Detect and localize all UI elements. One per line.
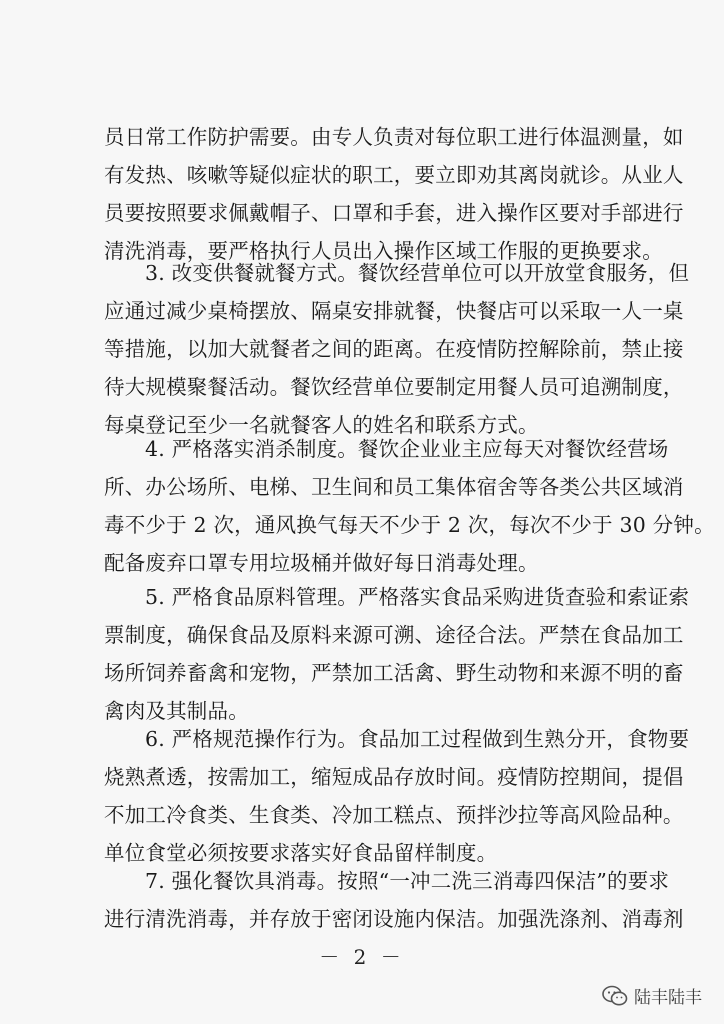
text-line: 3. 改变供餐就餐方式。餐饮经营单位可以开放堂食服务，但 — [145, 261, 690, 285]
text-line: 不加工冷食类、生食类、冷加工糕点、预拌沙拉等高风险品种。 — [104, 803, 684, 827]
text-line: 员日常工作防护需要。由专人负责对每位职工进行体温测量，如 — [104, 125, 684, 149]
text-line: 场所饲养畜禽和宠物，严禁加工活禽、野生动物和来源不明的畜 — [104, 661, 684, 685]
text-line: 禽肉及其制品。 — [104, 699, 249, 723]
text-line: 单位食堂必须按要求落实好食品留样制度。 — [104, 841, 498, 865]
paragraph-6 — [104, 720, 690, 872]
page-number: － 2 － — [319, 945, 405, 969]
text-line: 7. 强化餐饮具消毒。按照“一冲二洗三消毒四保洁”的要求 — [145, 869, 670, 893]
watermark — [602, 983, 702, 1008]
text-line: 所、办公场所、电梯、卫生间和员工集体宿舍等各类公共区域消 — [104, 475, 684, 499]
wechat-icon — [602, 985, 628, 1007]
paragraph-3 — [104, 254, 690, 444]
text-line: 配备废弃口罩专用垃圾桶并做好每日消毒处理。 — [104, 551, 539, 575]
text-line: 每桌登记至少一名就餐客人的姓名和联系方式。 — [104, 413, 539, 437]
paragraph-1 — [104, 118, 684, 270]
text-line: 应通过减少桌椅摆放、隔桌安排就餐，快餐店可以采取一人一桌 — [104, 299, 684, 323]
text-line: 员要按照要求佩戴帽子、口罩和手套，进入操作区要对手部进行 — [104, 201, 684, 225]
paragraph-7 — [104, 862, 684, 938]
text-line: 进行清洗消毒，并存放于密闭设施内保洁。加强洗涤剂、消毒剂 — [104, 907, 684, 931]
text-line: 清洗消毒，要严格执行人员出入操作区域工作服的更换要求。 — [104, 239, 663, 263]
text-line: 等措施，以加大就餐者之间的距离。在疫情防控解除前，禁止接 — [104, 337, 684, 361]
text-line: 有发热、咳嗽等疑似症状的职工，要立即劝其离岗就诊。从业人 — [104, 163, 684, 187]
paragraph-5 — [104, 578, 690, 730]
text-line: 6. 严格规范操作行为。食品加工过程做到生熟分开，食物要 — [145, 727, 690, 751]
paragraph-4 — [104, 430, 715, 582]
text-line: 5. 严格食品原料管理。严格落实食品采购进货查验和索证索 — [145, 585, 690, 609]
watermark-text: 陆丰陆丰 — [634, 988, 702, 1008]
text-line: 4. 严格落实消杀制度。餐饮企业业主应每天对餐饮经营场 — [145, 437, 669, 461]
text-line: 毒不少于 2 次，通风换气每天不少于 2 次，每次不少于 30 分钟。 — [104, 513, 715, 537]
text-line: 待大规模聚餐活动。餐饮经营单位要制定用餐人员可追溯制度， — [104, 375, 684, 399]
text-line: 烧熟煮透，按需加工，缩短成品存放时间。疫情防控期间，提倡 — [104, 765, 684, 789]
text-line: 票制度，确保食品及原料来源可溯、途径合法。严禁在食品加工 — [104, 623, 684, 647]
